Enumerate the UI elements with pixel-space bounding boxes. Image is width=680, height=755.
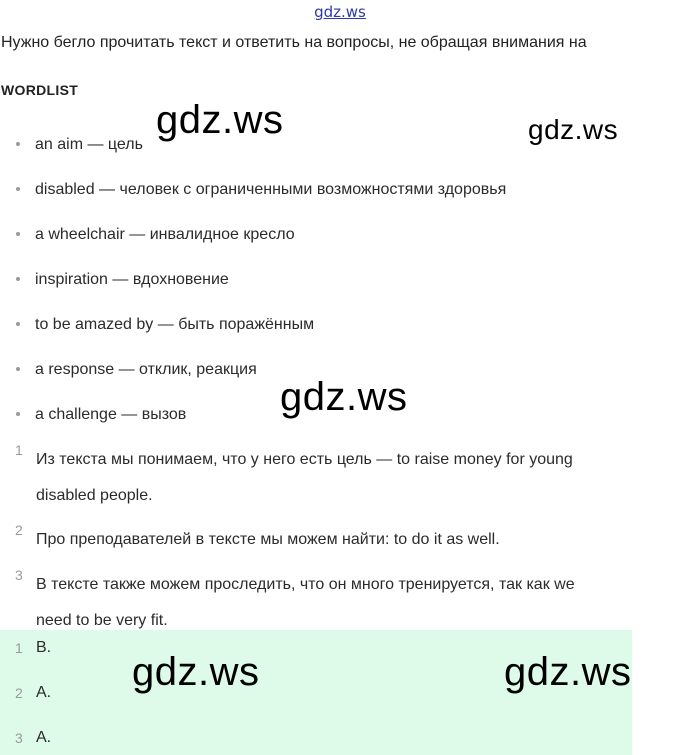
wordlist-item-text: a challenge — вызов	[35, 406, 187, 423]
answer-value: A.	[36, 684, 52, 701]
wordlist-item	[16, 406, 186, 424]
answer-line: Про преподавателей в тексте мы можем найти: to do it as well.	[36, 531, 500, 548]
answer-number: 3	[15, 567, 23, 583]
answer-number: 1	[15, 442, 23, 458]
bullet-dot-icon	[16, 367, 20, 371]
wordlist-item-text: inspiration — вдохновение	[35, 271, 229, 288]
wordlist-item-text: to be amazed by — быть поражённым	[35, 316, 315, 333]
answer-text	[36, 522, 666, 558]
wordlist-item-text: an aim — цель	[35, 136, 143, 153]
intro-text: Нужно бегло прочитать текст и ответить на вопросы, не обращая внимания на	[1, 34, 587, 51]
bullet-dot-icon	[16, 232, 20, 236]
wordlist-title: WORDLIST	[1, 82, 79, 98]
bullet-dot-icon	[16, 277, 20, 281]
bullet-dot-icon	[16, 142, 20, 146]
answer-number: 2	[15, 685, 23, 701]
answer-value: A.	[36, 729, 52, 746]
watermark: gdz.ws	[528, 114, 619, 145]
answer-value: B.	[36, 639, 52, 656]
wordlist-item	[16, 136, 143, 154]
wordlist-item-text: disabled — человек с ограниченными возможностями здоровья	[35, 181, 507, 198]
wordlist-item	[16, 271, 229, 289]
wordlist-item-text: a wheelchair — инвалидное кресло	[35, 226, 295, 243]
watermark: gdz.ws	[156, 98, 284, 142]
answer-line: В тексте также можем проследить, что он много тренируется, так как we	[36, 576, 575, 593]
wordlist-item	[16, 226, 295, 244]
watermark: gdz.ws	[280, 375, 408, 419]
answer-line: need to be very fit.	[36, 612, 168, 629]
bullet-dot-icon	[16, 412, 20, 416]
answer-number: 1	[15, 640, 23, 656]
watermark: gdz.ws	[504, 650, 632, 694]
bullet-dot-icon	[16, 187, 20, 191]
wordlist-item-text: a response — отклик, реакция	[35, 361, 257, 378]
answer-number: 3	[15, 730, 23, 746]
wordlist-item	[16, 316, 314, 334]
answer-text	[36, 567, 666, 639]
answer-text	[36, 442, 666, 514]
answer-line: Из текста мы понимаем, что у него есть цель — to raise money for young	[36, 451, 573, 468]
wordlist-item	[16, 181, 506, 199]
site-tag[interactable]: gdz.ws	[314, 3, 366, 21]
watermark: gdz.ws	[132, 650, 260, 694]
bullet-dot-icon	[16, 322, 20, 326]
wordlist-item	[16, 361, 257, 379]
answer-number: 2	[15, 522, 23, 538]
answer-line: disabled people.	[36, 487, 153, 504]
